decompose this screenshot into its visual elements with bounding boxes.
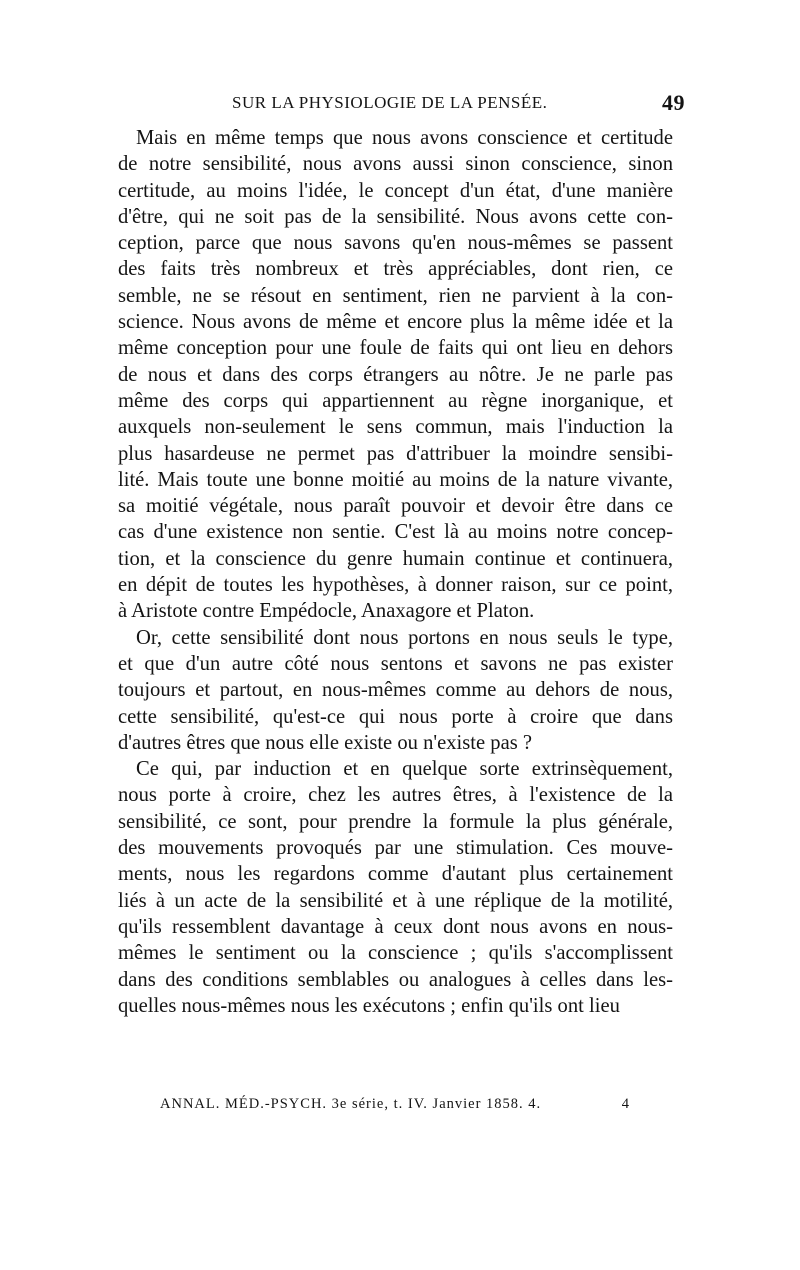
- text-line: de nous et dans des corps étrangers au nôtre. Je ne parle pas: [118, 363, 673, 386]
- text-line: lité. Mais toute une bonne moitié au moins de la nature vivante,: [118, 468, 673, 491]
- paragraph: [118, 625, 673, 756]
- text-line: sensibilité, ce sont, pour prendre la formule la plus générale,: [118, 810, 673, 833]
- text-line: auxquels non-seulement le sens commun, mais l'induction la: [118, 416, 673, 439]
- running-title: SUR LA PHYSIOLOGIE DE LA PENSÉE.: [232, 93, 548, 112]
- text-line: qu'ils ressemblent davantage à ceux dont nous avons en nous-: [118, 915, 673, 938]
- page-footer: [160, 1096, 630, 1113]
- text-line: toujours et partout, en nous-mêmes comme au dehors de nous,: [118, 679, 673, 702]
- signature-mark: 4: [621, 1096, 630, 1112]
- text-line: des mouvements provoqués par une stimulation. Ces mouve-: [118, 837, 673, 860]
- text-line: d'autres êtres que nous elle existe ou n'existe pas ?: [118, 731, 533, 754]
- text-line: d'être, qui ne soit pas de la sensibilité. Nous avons cette con-: [118, 205, 673, 228]
- text-line: cas d'une existence non sentie. C'est là au moins notre concep-: [118, 521, 673, 544]
- text-line: Ce qui, par induction et en quelque sorte extrinsèquement,: [136, 758, 673, 781]
- text-line: quelles nous-mêmes nous les exécutons ; enfin qu'ils ont lieu: [118, 994, 620, 1017]
- text-line: en dépit de toutes les hypothèses, à donner raison, sur ce point,: [118, 574, 673, 597]
- text-line: et que d'un autre côté nous sentons et savons ne pas exister: [118, 652, 673, 675]
- text-line: cette sensibilité, qu'est-ce qui nous porte à croire que dans: [118, 705, 673, 728]
- text-line: science. Nous avons de même et encore plus la même idée et la: [118, 311, 673, 334]
- text-line: mêmes le sentiment ou la conscience ; qu'ils s'accomplissent: [118, 942, 673, 965]
- text-line: certitude, au moins l'idée, le concept d'un état, d'une manière: [118, 179, 673, 202]
- text-line: Mais en même temps que nous avons conscience et certitude: [136, 127, 673, 149]
- text-line: liés à un acte de la sensibilité et à une réplique de la motilité,: [118, 889, 673, 912]
- text-line: Or, cette sensibilité dont nous portons en nous seuls le type,: [136, 626, 673, 649]
- text-line: tion, et la conscience du genre humain continue et continuera,: [118, 547, 673, 570]
- body-text: [118, 125, 673, 1019]
- text-line: à Aristote contre Empédocle, Anaxagore et Platon.: [118, 600, 535, 623]
- paragraph: [118, 756, 673, 1019]
- paragraph: [118, 125, 673, 625]
- page-number: 49: [662, 90, 685, 115]
- text-line: nous porte à croire, chez les autres êtres, à l'existence de la: [118, 784, 673, 807]
- text-line: même des corps qui appartiennent au règne inorganique, et: [118, 389, 673, 412]
- text-line: ments, nous les regardons comme d'autant plus certainement: [118, 863, 673, 886]
- text-line: sa moitié végétale, nous paraît pouvoir et devoir être dans ce: [118, 495, 673, 518]
- text-line: de notre sensibilité, nous avons aussi sinon conscience, sinon: [118, 153, 673, 176]
- text-line: semble, ne se résout en sentiment, rien ne parvient à la con-: [118, 284, 673, 307]
- text-line: même conception pour une foule de faits qui ont lieu en dehors: [118, 337, 673, 360]
- text-line: plus hasardeuse ne permet pas d'attribuer la moindre sensibi-: [118, 442, 673, 465]
- footer-citation: ANNAL. MÉD.-PSYCH. 3e série, t. IV. Janvier 1858. 4.: [160, 1096, 542, 1112]
- text-line: ception, parce que nous savons qu'en nous-mêmes se passent: [118, 232, 673, 255]
- text-line: dans des conditions semblables ou analogues à celles dans les-: [118, 968, 673, 991]
- running-header: [130, 90, 685, 119]
- text-line: des faits très nombreux et très appréciables, dont rien, ce: [118, 258, 673, 281]
